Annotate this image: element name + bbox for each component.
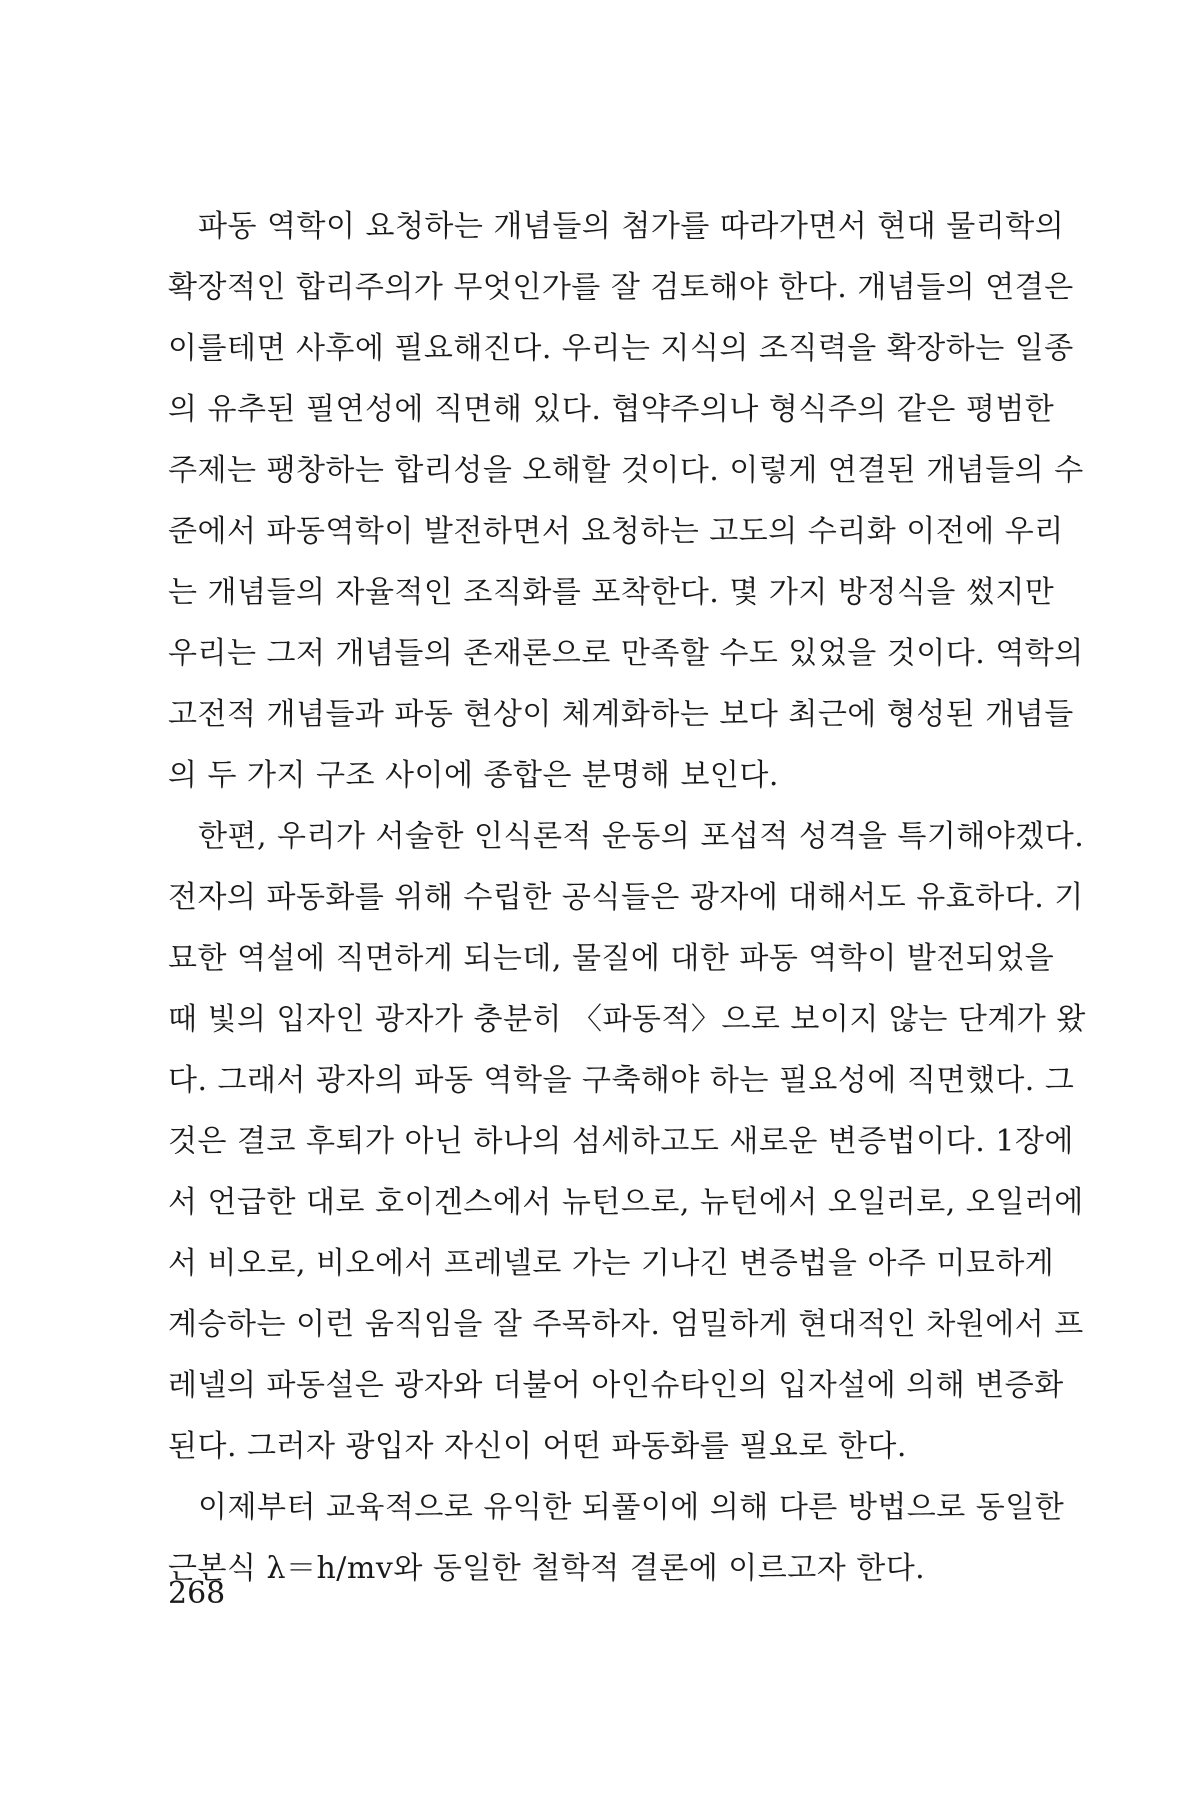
text-line: 확장적인 합리주의가 무엇인가를 잘 검토해야 한다. 개념들의 연결은 bbox=[168, 270, 1074, 305]
text-line: 이제부터 교육적으로 유익한 되풀이에 의해 다른 방법으로 동일한 bbox=[198, 1490, 1065, 1525]
page-body bbox=[168, 196, 1086, 1599]
paragraph bbox=[168, 806, 1086, 1477]
text-line: 다. 그래서 광자의 파동 역학을 구축해야 하는 필요성에 직면했다. 그 bbox=[168, 1063, 1075, 1098]
text-line: 이를테면 사후에 필요해진다. 우리는 지식의 조직력을 확장하는 일종 bbox=[168, 331, 1074, 366]
text-line: 의 두 가지 구조 사이에 종합은 분명해 보인다. bbox=[168, 758, 779, 793]
text-line: 레넬의 파동설은 광자와 더불어 아인슈타인의 입자설에 의해 변증화 bbox=[168, 1368, 1064, 1403]
page-number: 268 bbox=[168, 1576, 226, 1611]
text-line: 파동 역학이 요청하는 개념들의 첨가를 따라가면서 현대 물리학의 bbox=[198, 209, 1065, 244]
text-line: 묘한 역설에 직면하게 되는데, 물질에 대한 파동 역학이 발전되었을 bbox=[168, 941, 1055, 976]
text-line: 서 언급한 대로 호이겐스에서 뉴턴으로, 뉴턴에서 오일러로, 오일러에 bbox=[168, 1185, 1084, 1220]
text-line: 계승하는 이런 움직임을 잘 주목하자. 엄밀하게 현대적인 차원에서 프 bbox=[168, 1307, 1084, 1342]
text-line: 주제는 팽창하는 합리성을 오해할 것이다. 이렇게 연결된 개념들의 수 bbox=[168, 453, 1084, 488]
text-line: 된다. 그러자 광입자 자신이 어떤 파동화를 필요로 한다. bbox=[168, 1429, 907, 1464]
text-line: 고전적 개념들과 파동 현상이 체계화하는 보다 최근에 형성된 개념들 bbox=[168, 697, 1074, 732]
text-line: 전자의 파동화를 위해 수립한 공식들은 광자에 대해서도 유효하다. 기 bbox=[168, 880, 1084, 915]
text-line: 는 개념들의 자율적인 조직화를 포착한다. 몇 가지 방정식을 썼지만 bbox=[168, 575, 1055, 610]
text-line: 우리는 그저 개념들의 존재론으로 만족할 수도 있었을 것이다. 역학의 bbox=[168, 636, 1084, 671]
paragraph bbox=[168, 1477, 1065, 1599]
paragraph bbox=[168, 196, 1084, 806]
text-line: 서 비오로, 비오에서 프레넬로 가는 기나긴 변증법을 아주 미묘하게 bbox=[168, 1246, 1055, 1281]
text-line: 한편, 우리가 서술한 인식론적 운동의 포섭적 성격을 특기해야겠다. bbox=[198, 819, 1085, 854]
text-line: 근본식 λ＝h/mv와 동일한 철학적 결론에 이르고자 한다. bbox=[168, 1551, 926, 1586]
text-line: 준에서 파동역학이 발전하면서 요청하는 고도의 수리화 이전에 우리 bbox=[168, 514, 1064, 549]
text-line: 의 유추된 필연성에 직면해 있다. 협약주의나 형식주의 같은 평범한 bbox=[168, 392, 1055, 427]
text-line: 것은 결코 후퇴가 아닌 하나의 섬세하고도 새로운 변증법이다. 1장에 bbox=[168, 1124, 1074, 1159]
text-line: 때 빛의 입자인 광자가 충분히 〈파동적〉으로 보이지 않는 단계가 왔 bbox=[168, 1002, 1086, 1037]
